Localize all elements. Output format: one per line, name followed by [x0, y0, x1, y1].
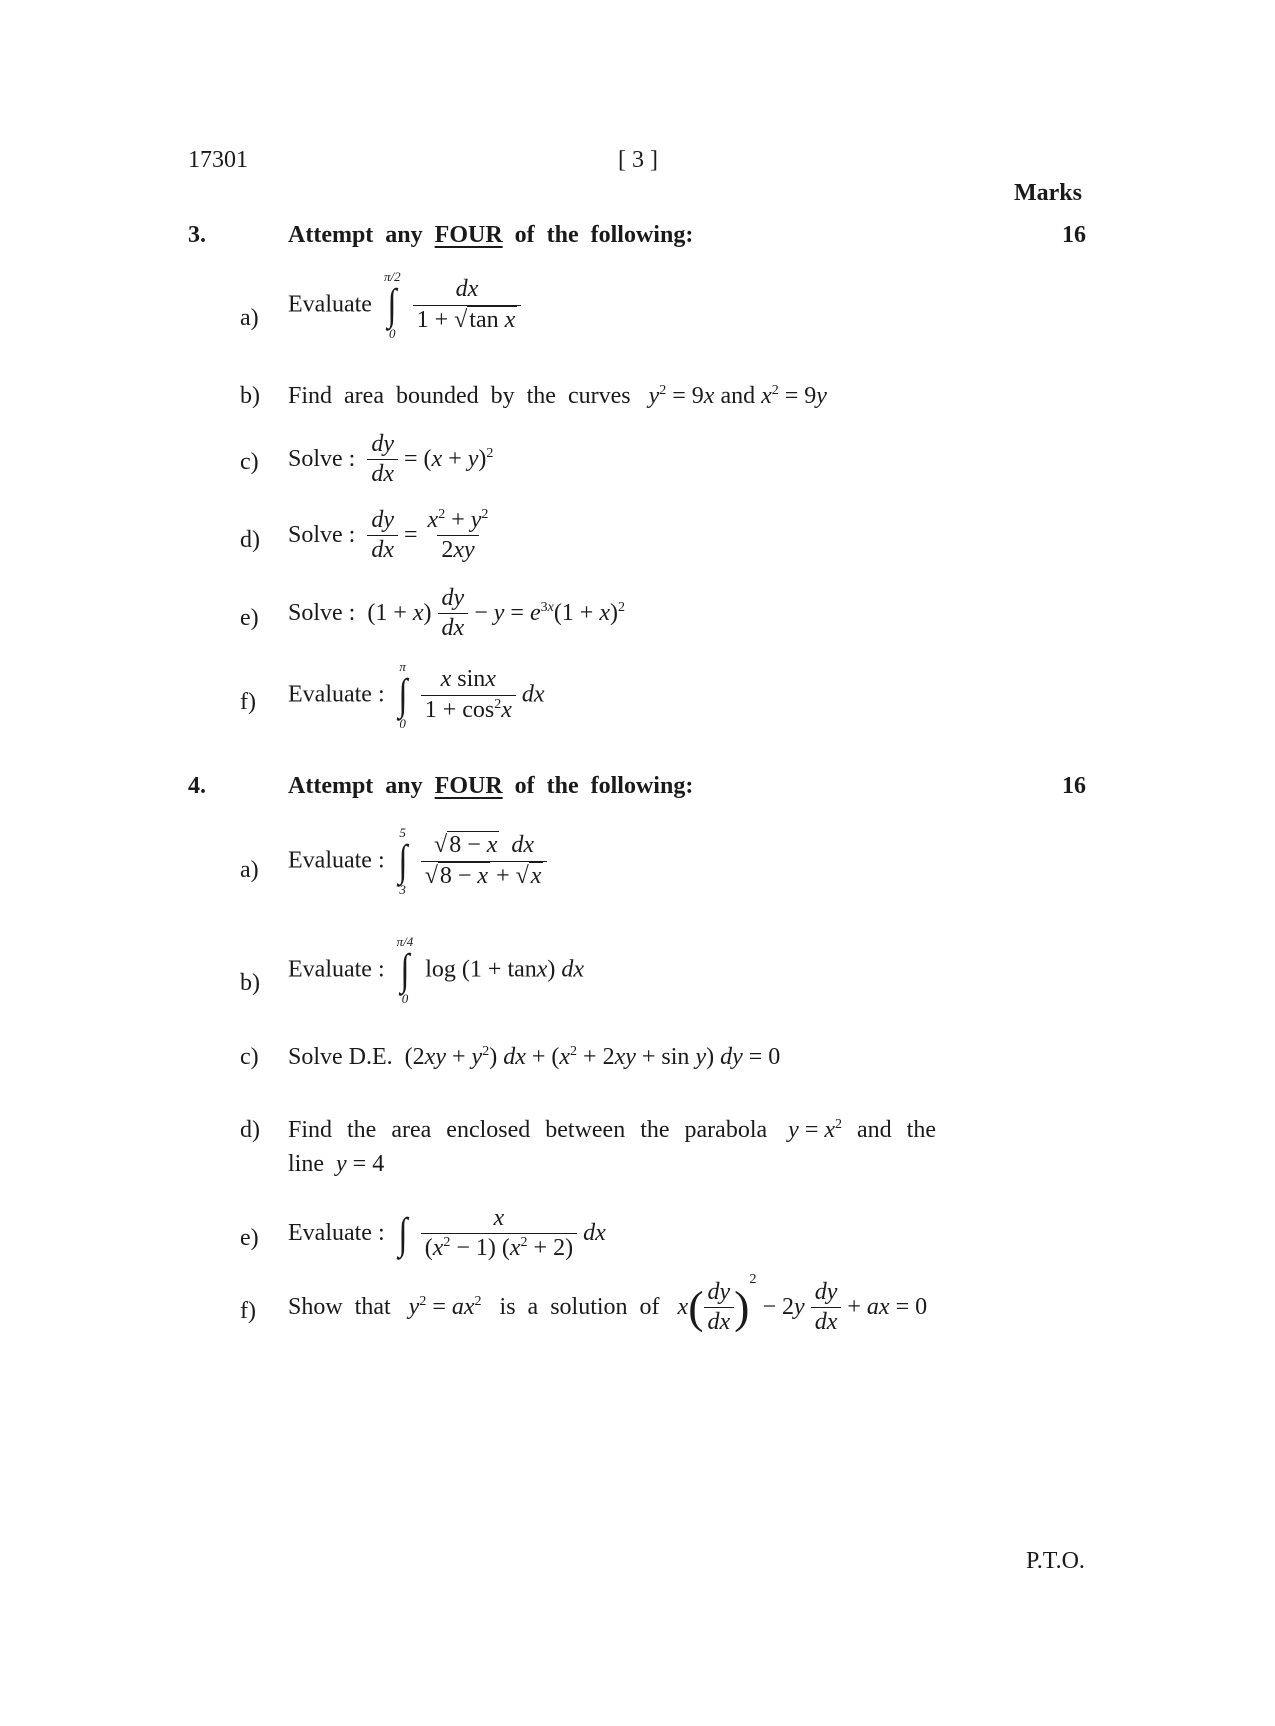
q4d-label: d)	[240, 1117, 260, 1143]
q4-marks: 16	[1062, 773, 1086, 799]
q4b-text: Evaluate : π/4 ∫ 0 log (1 + tanx) dx	[288, 934, 585, 1006]
q3c-label: c)	[240, 449, 259, 475]
q3-instruction: Attempt any FOUR of the following:	[288, 222, 694, 248]
q3a-label: a)	[240, 305, 259, 331]
q3f-text: Evaluate : π ∫ 0 $\frac{\text{x sinx}}{1 + \cos^2x}$ dx	[288, 659, 545, 731]
q4e-label: e)	[240, 1225, 259, 1251]
q4d-text-line2: line y = 4	[288, 1151, 385, 1177]
q4e-text: Evaluate : ∫ $\frac{x}{(x^2 - 1) (x^2 + 2)}$ dx	[288, 1205, 606, 1262]
q4b-label: b)	[240, 970, 260, 996]
q4a-label: a)	[240, 857, 259, 883]
q4c-text: Solve D.E. $(2xy + y^2)$ dx + $(x^2 + 2xy + \sin y)$ dy = 0	[288, 1044, 781, 1070]
q4a-text: Evaluate : 5 ∫ 3 $\frac{\text{√8 − x dx}}{√8 - x + √x}$	[288, 826, 547, 896]
q3d-label: d)	[240, 527, 260, 553]
q3e-label: e)	[240, 605, 259, 631]
q4c-label: c)	[240, 1044, 259, 1070]
q4f-text: Show that $y^2 = ax^2$ is a solution of x( $\frac{dy}{dx}$ )$^2$ − 2y $\frac{dy}{dx}$ + ax = 0	[288, 1272, 928, 1336]
q3b-label: b)	[240, 383, 260, 409]
q4-number: 4.	[188, 773, 206, 799]
q4f-label: f)	[240, 1298, 256, 1324]
paper-code: 17301	[188, 147, 248, 173]
q3-marks: 16	[1062, 222, 1086, 248]
q3-number: 3.	[188, 222, 206, 248]
q3f-label: f)	[240, 689, 256, 715]
q3a-text: Evaluate π/2 ∫ 0 $\frac{dx}{\text{1 + √tan x}}$	[288, 270, 521, 340]
q4-instruction: Attempt any FOUR of the following:	[288, 773, 694, 799]
pto-footer: P.T.O.	[1026, 1548, 1085, 1574]
q4d-text-line1: Find the area enclosed between the parabola $y = x^2$ and the	[288, 1117, 936, 1143]
marks-heading: Marks	[1014, 180, 1082, 206]
q3c-text: Solve : $\frac{dy}{dx}$ = $(x + y)^2$	[288, 431, 494, 488]
q3e-text: Solve : (1 + x) $\frac{dy}{dx}$ − $y = e^{3x}(1 + x)^2$	[288, 585, 625, 642]
q3d-text: Solve : $\frac{dy}{dx}$ = $\frac{x^2 + y^2}{2xy}$	[288, 507, 489, 564]
page-number: [ 3 ]	[618, 147, 658, 173]
q3b-text: Find area bounded by the curves $y^2 = 9x$ and $x^2 = 9y$	[288, 383, 827, 409]
